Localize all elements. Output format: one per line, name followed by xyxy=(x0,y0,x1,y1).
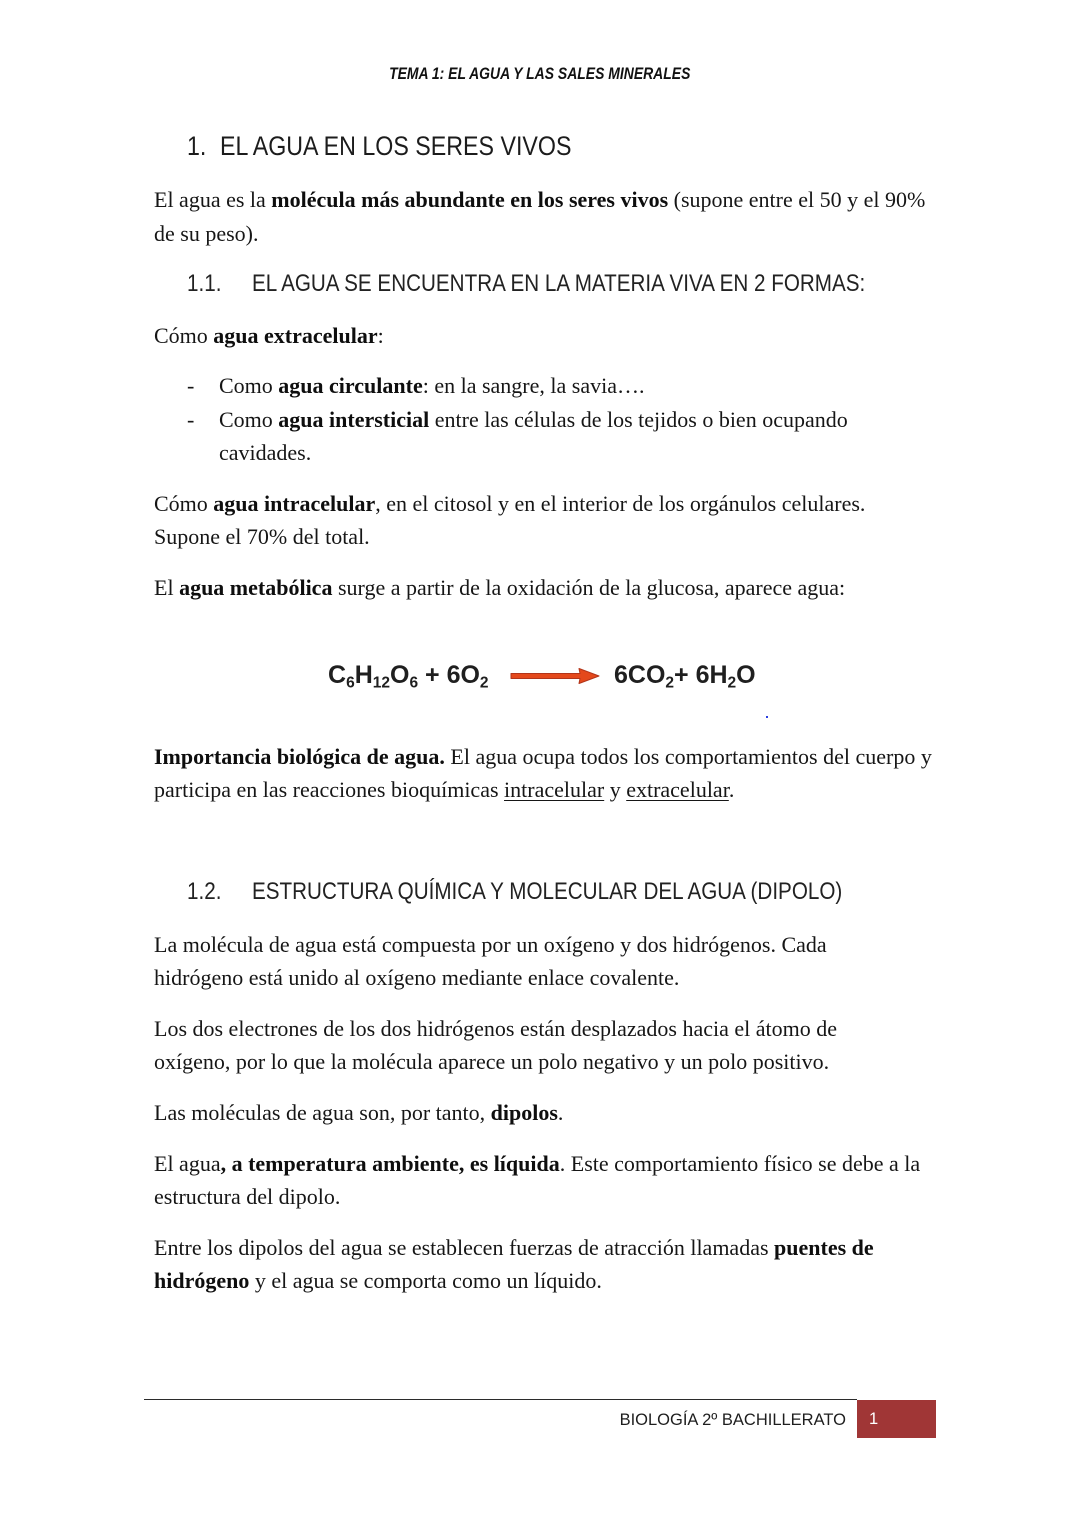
subscript: 6 xyxy=(346,674,355,692)
equation-reactants xyxy=(328,658,489,692)
equation-products xyxy=(614,658,756,692)
document-title: TEMA 1: EL AGUA Y LAS SALES MINERALES xyxy=(389,64,691,83)
section-title: EL AGUA EN LOS SERES VIVOS xyxy=(220,131,572,161)
hydrogen-bonds-line xyxy=(154,1231,874,1265)
subsection-title: EL AGUA SE ENCUENTRA EN LA MATERIA VIVA EN 2 FORMAS: xyxy=(252,270,866,297)
text: El agua es la xyxy=(154,187,272,212)
text: El xyxy=(154,575,180,600)
text: y el agua se comporta como un líquido. xyxy=(249,1268,602,1293)
text: Entre los dipolos del agua se establecen fuerzas de atracción llamadas xyxy=(154,1235,775,1260)
text: . Este comportamiento físico se debe a la xyxy=(559,1151,921,1176)
bold-term: hidrógeno xyxy=(154,1268,250,1293)
text: Como xyxy=(219,407,279,432)
bold-term: , a temperatura ambiente, es líquida xyxy=(220,1151,560,1176)
composition-line xyxy=(154,961,679,995)
subscript: 2 xyxy=(727,674,737,692)
extracellular-line xyxy=(154,319,384,353)
formula-text: 6CO xyxy=(614,661,666,689)
list-bullet: - xyxy=(187,407,195,432)
hydrogen-bonds-line xyxy=(154,1264,602,1298)
text: Cómo xyxy=(154,323,214,348)
underlined-term: extracelular xyxy=(626,777,729,802)
text: Cómo xyxy=(154,491,214,516)
text: El agua ocupa todos los comportamientos del cuerpo y xyxy=(444,744,932,769)
text: y xyxy=(604,777,627,802)
subsection-number: 1.1. xyxy=(187,270,222,297)
text: estructura del dipolo. xyxy=(154,1184,341,1209)
bold-term: molécula más abundante en los seres vivos xyxy=(271,187,669,212)
list-item xyxy=(219,403,848,437)
underlined-term: intracelular xyxy=(504,777,605,802)
bold-term: dipolos xyxy=(490,1100,558,1125)
formula-text: + 6H xyxy=(674,661,728,689)
intro-paragraph-line xyxy=(154,217,258,251)
formula-text: O xyxy=(390,661,410,689)
page-header xyxy=(0,62,1080,86)
text: Supone el 70% del total. xyxy=(154,524,370,549)
text: . xyxy=(728,777,735,802)
formula-text: C xyxy=(328,661,347,689)
text: participa en las reacciones bioquímicas xyxy=(154,777,505,802)
subscript: 12 xyxy=(372,674,390,692)
page-number: 1 xyxy=(869,1410,879,1428)
text: cavidades. xyxy=(219,440,312,465)
section-number: 1. xyxy=(187,131,207,161)
list-bullet: - xyxy=(187,373,195,398)
liquid-line xyxy=(154,1180,340,1214)
subsection-number: 1.2. xyxy=(187,878,222,905)
dipoles-line xyxy=(154,1096,563,1130)
electrons-line xyxy=(154,1045,829,1079)
list-item xyxy=(219,369,644,403)
text: El agua xyxy=(154,1151,221,1176)
text: Como xyxy=(219,373,279,398)
subsection-title: ESTRUCTURA QUÍMICA Y MOLECULAR DEL AGUA (DIPOLO) xyxy=(252,878,843,905)
formula-text: H xyxy=(354,661,373,689)
intracellular-line xyxy=(154,487,865,521)
text: entre las células de los tejidos o bien ocupando xyxy=(429,407,848,432)
text: hidrógeno está unido al oxígeno mediante enlace covalente. xyxy=(154,965,680,990)
text: Los dos electrones de los dos hidrógenos están desplazados hacia el átomo de xyxy=(154,1016,838,1041)
subscript: 6 xyxy=(409,674,419,692)
formula-text: O xyxy=(736,661,756,689)
subscript: 2 xyxy=(665,674,675,692)
text: , en el citosol y en el interior de los orgánulos celulares. xyxy=(375,491,866,516)
text: . xyxy=(557,1100,564,1125)
text: Las moléculas de agua son, por tanto, xyxy=(154,1100,491,1125)
list-item-continuation xyxy=(219,436,311,470)
formula-text: + 6O xyxy=(418,661,480,689)
page-number-box xyxy=(857,1400,936,1438)
bold-term: agua intracelular xyxy=(213,491,376,516)
bold-term: Importancia biológica de agua. xyxy=(154,744,445,769)
bold-term: agua intersticial xyxy=(278,407,430,432)
text: La molécula de agua está compuesta por un oxígeno y dos hidrógenos. Cada xyxy=(154,932,827,957)
stray-dot xyxy=(766,716,768,718)
reaction-arrow-icon xyxy=(509,667,601,685)
text: : xyxy=(377,323,384,348)
liquid-line xyxy=(154,1147,920,1181)
metabolic-water-line xyxy=(154,571,845,605)
composition-line xyxy=(154,928,827,962)
bold-term: puentes de xyxy=(774,1235,874,1260)
intro-paragraph-line xyxy=(154,183,925,217)
intracellular-line xyxy=(154,520,370,554)
bold-term: agua metabólica xyxy=(179,575,333,600)
electrons-line xyxy=(154,1012,837,1046)
footer-rule xyxy=(144,1399,857,1400)
text: de su peso). xyxy=(154,221,259,246)
footer-subject: BIOLOGÍA 2º BACHILLERATO xyxy=(619,1411,846,1429)
bold-term: agua circulante xyxy=(278,373,423,398)
reaction-arrow-shape xyxy=(511,669,599,684)
text: (supone entre el 50 y el 90% xyxy=(668,187,926,212)
bold-term: agua extracelular xyxy=(213,323,378,348)
text: surge a partir de la oxidación de la glucosa, aparece agua: xyxy=(332,575,846,600)
importance-line xyxy=(154,740,932,774)
text: oxígeno, por lo que la molécula aparece un polo negativo y un polo positivo. xyxy=(154,1049,830,1074)
importance-line xyxy=(154,773,734,807)
subscript: 2 xyxy=(479,674,489,692)
text: : en la sangre, la savia…. xyxy=(422,373,645,398)
